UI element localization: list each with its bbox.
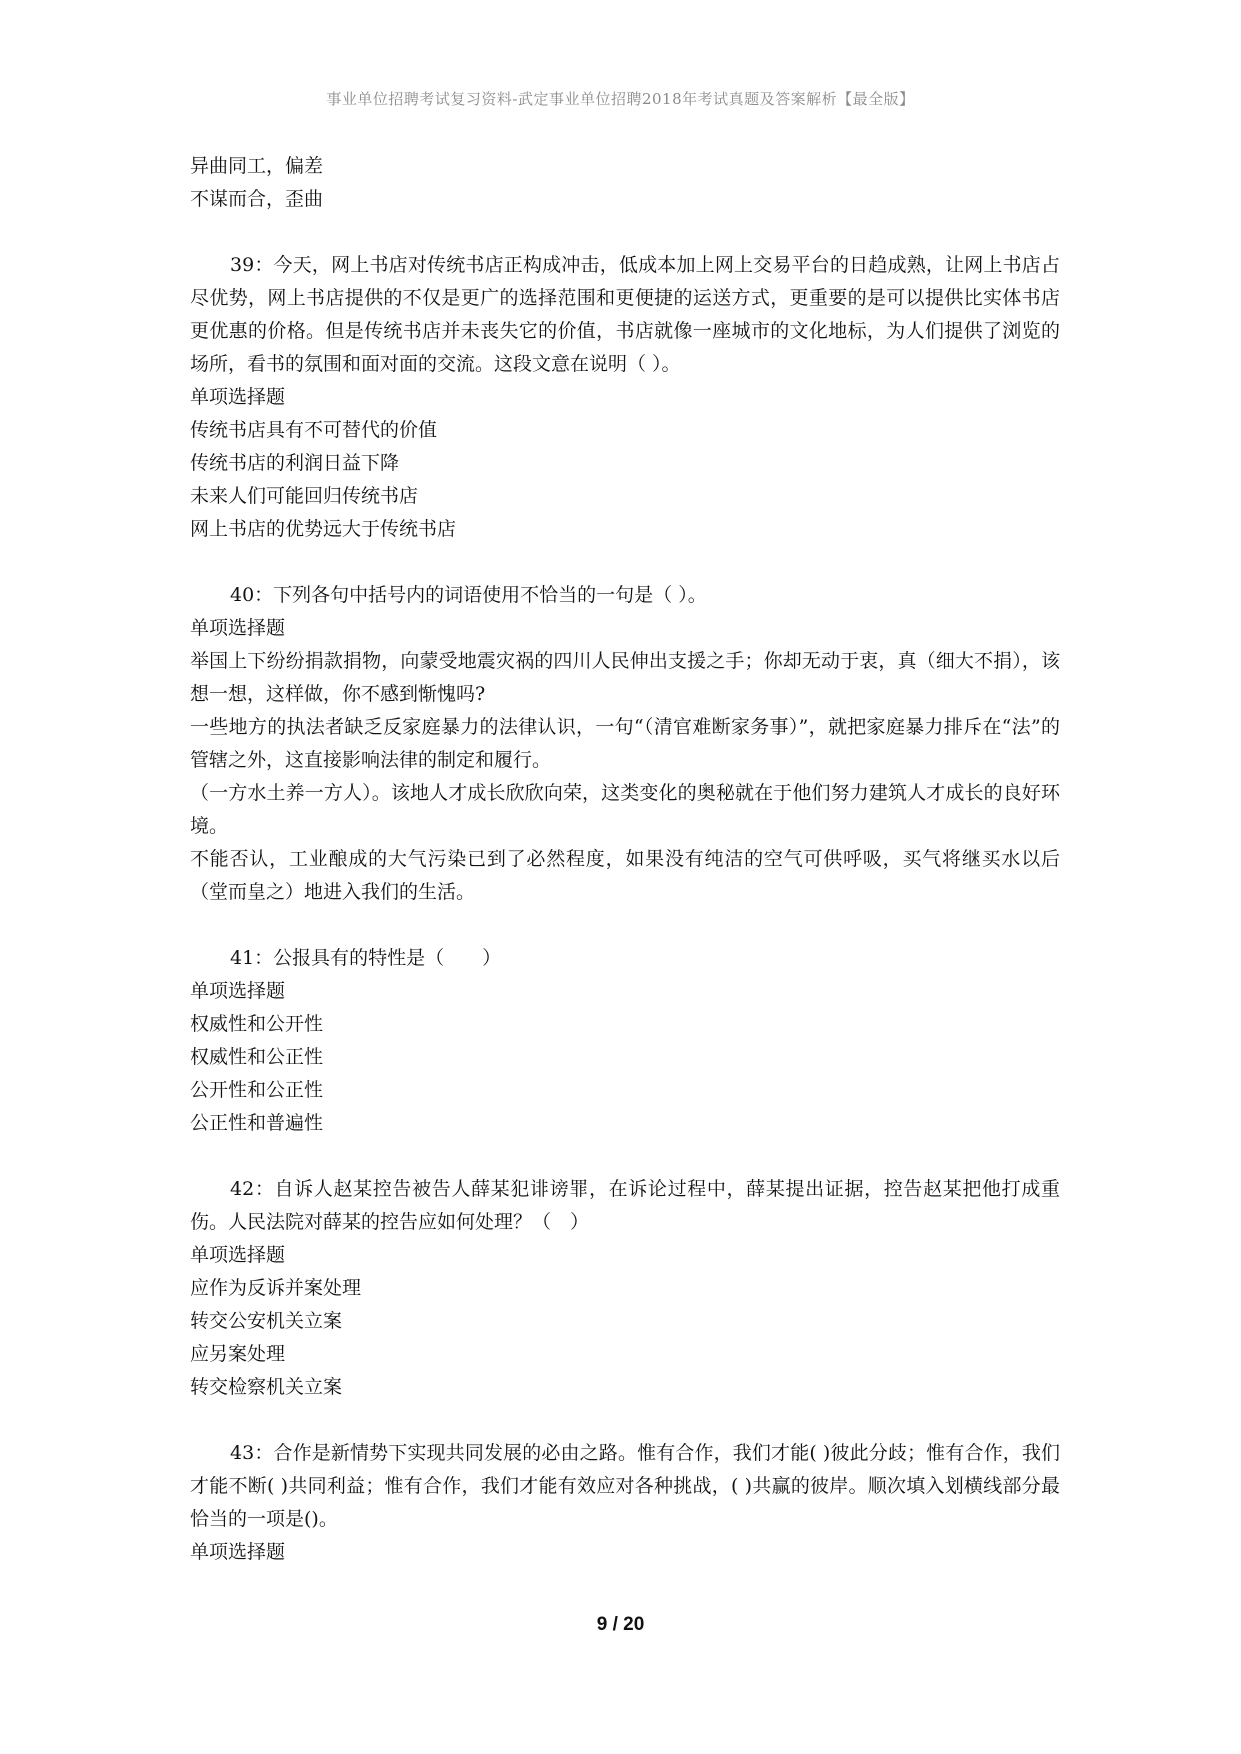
question-type: 单项选择题 bbox=[190, 1244, 286, 1266]
question-43 bbox=[190, 1437, 1060, 1569]
question-stem: 43：合作是新情势下实现共同发展的必由之路。惟有合作，我们才能( )彼此分歧；惟有合作，我们才能不断( )共同利益；惟有合作，我们才能有效应对各种挑战，( )共赢的彼岸。顺次填入划横线部分最恰当的一项是()。 bbox=[190, 1442, 1060, 1530]
option-line: 公正性和普遍性 bbox=[190, 1112, 324, 1134]
question-type: 单项选择题 bbox=[190, 980, 286, 1002]
question-type: 单项选择题 bbox=[190, 617, 286, 639]
option-line: 转交检察机关立案 bbox=[190, 1376, 343, 1398]
option-line: 不谋而合，歪曲 bbox=[190, 188, 324, 210]
page-number: 9 / 20 bbox=[596, 1614, 645, 1635]
page-header: 事业单位招聘考试复习资料-武定事业单位招聘2018年考试真题及答案解析【最全版】 bbox=[326, 90, 915, 108]
option-line: 应作为反诉并案处理 bbox=[190, 1277, 362, 1299]
document-body bbox=[190, 150, 1060, 1569]
option-line: （一方水土养一方人）。该地人才成长欣欣向荣，这类变化的奥秘就在于他们努力建筑人才成长的良好环境。 bbox=[190, 782, 1060, 837]
question-type: 单项选择题 bbox=[190, 1541, 286, 1563]
option-line: 权威性和公正性 bbox=[190, 1046, 324, 1068]
question-type: 单项选择题 bbox=[190, 386, 286, 408]
question-41 bbox=[190, 942, 1060, 1140]
option-line: 应另案处理 bbox=[190, 1343, 286, 1365]
question-39 bbox=[190, 249, 1060, 546]
option-line: 一些地方的执法者缺乏反家庭暴力的法律认识，一句“（清官难断家务事）”，就把家庭暴力排斥在“法”的管辖之外，这直接影响法律的制定和履行。 bbox=[190, 716, 1060, 771]
option-line: 未来人们可能回归传统书店 bbox=[190, 485, 419, 507]
option-line: 传统书店的利润日益下降 bbox=[190, 452, 400, 474]
option-line: 网上书店的优势远大于传统书店 bbox=[190, 518, 457, 540]
option-line: 异曲同工，偏差 bbox=[190, 155, 324, 177]
question-42 bbox=[190, 1173, 1060, 1404]
option-line: 权威性和公开性 bbox=[190, 1013, 324, 1035]
question-stem: 41：公报具有的特性是（ ） bbox=[230, 947, 502, 969]
option-line: 传统书店具有不可替代的价值 bbox=[190, 419, 438, 441]
option-line: 不能否认，工业酿成的大气污染已到了必然程度，如果没有纯洁的空气可供呼吸，买气将继买水以后（堂而皇之）地进入我们的生活。 bbox=[190, 848, 1060, 903]
option-line: 举国上下纷纷捐款捐物，向蒙受地震灾祸的四川人民伸出支援之手；你却无动于衷，真（细大不捐），该想一想，这样做，你不感到惭愧吗? bbox=[190, 650, 1060, 705]
question-40 bbox=[190, 579, 1060, 909]
question-stem: 39：今天，网上书店对传统书店正构成冲击，低成本加上网上交易平台的日趋成熟，让网上书店占尽优势，网上书店提供的不仅是更广的选择范围和更便捷的运送方式，更重要的是可以提供比实体书店更优惠的价格。但是传统书店并未丧失它的价值，书店就像一座城市的文化地标，为人们提供了浏览的场所，看书的氛围和面对面的交流。这段文意在说明（ ）。 bbox=[190, 254, 1060, 375]
option-line: 公开性和公正性 bbox=[190, 1079, 324, 1101]
question-stem: 42：自诉人赵某控告被告人薛某犯诽谤罪，在诉论过程中，薛某提出证据，控告赵某把他打成重伤。人民法院对薛某的控告应如何处理？（ ） bbox=[190, 1178, 1060, 1233]
question-stem: 40：下列各句中括号内的词语使用不恰当的一句是（ ）。 bbox=[230, 584, 707, 606]
option-line: 转交公安机关立案 bbox=[190, 1310, 343, 1332]
